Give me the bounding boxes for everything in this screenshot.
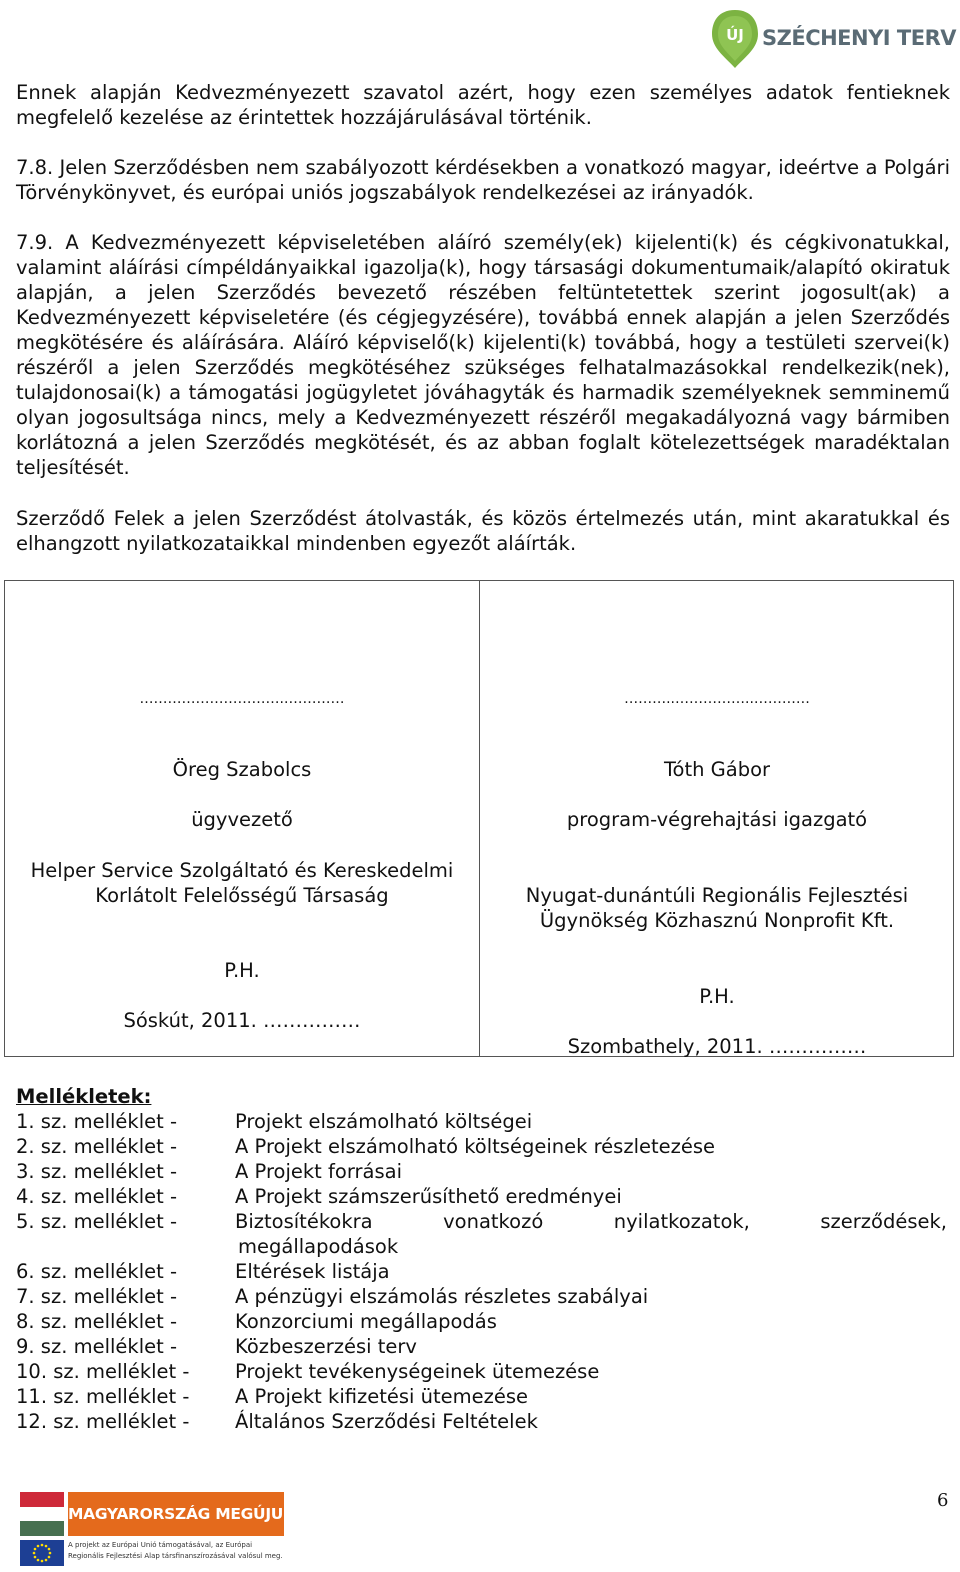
footer-banner-text: MAGYARORSZÁG MEGÚJUL bbox=[68, 1492, 284, 1536]
signatory-role-left: ügyvezető bbox=[191, 808, 293, 831]
eu-funding-line1: A projekt az Európai Unió támogatásával, az Európai bbox=[68, 1541, 253, 1549]
szechenyi-leaf-icon bbox=[708, 6, 762, 76]
signatory-org-left-line2: Korlátolt Felelősségű Társaság bbox=[95, 884, 389, 907]
signature-line-left: …………………………..………… bbox=[139, 691, 345, 707]
paragraph-closing: Szerződő Felek a jelen Szerződést átolvasták, és közös értelmezés után, mint akaratukkal és elhangzott nyilatkozataikkal mindenben egyezőt aláírták. bbox=[16, 507, 950, 555]
place-date-left: Sóskút, 2011. …………… bbox=[123, 1009, 361, 1032]
attachment-description: Eltérések listája bbox=[235, 1260, 390, 1283]
attachment-number: 11. sz. melléklet - bbox=[16, 1385, 190, 1408]
attachment-description: Biztosítékokra vonatkozó nyilatkozatok, szerződések, bbox=[235, 1210, 947, 1233]
stamp-placeholder-right: P.H. bbox=[699, 985, 735, 1008]
hungarian-flag-icon bbox=[20, 1492, 64, 1536]
attachment-description: Projekt elszámolható költségei bbox=[235, 1110, 533, 1133]
signature-table bbox=[4, 580, 954, 1057]
attachment-number: 8. sz. melléklet - bbox=[16, 1310, 178, 1333]
stamp-placeholder-left: P.H. bbox=[224, 959, 260, 982]
logo-badge-text: ÚJ bbox=[726, 26, 744, 44]
attachment-description: A Projekt forrásai bbox=[235, 1160, 402, 1183]
signatory-org-right-line1: Nyugat-dunántúli Regionális Fejlesztési bbox=[525, 884, 909, 907]
attachment-number: 6. sz. melléklet - bbox=[16, 1260, 178, 1283]
attachment-number: 3. sz. melléklet - bbox=[16, 1160, 178, 1183]
attachment-number: 4. sz. melléklet - bbox=[16, 1185, 178, 1208]
paragraph-7-8: 7.8. Jelen Szerződésben nem szabályozott kérdésekben a vonatkozó magyar, ideértve a Polgári Törvénykönyvet, és európai uniós jogszabályok rendelkezései az irányadók. bbox=[16, 156, 950, 204]
signatory-name-left: Öreg Szabolcs bbox=[172, 758, 312, 781]
signatory-name-right: Tóth Gábor bbox=[663, 758, 771, 781]
signatory-org-left-line1: Helper Service Szolgáltató és Kereskedelmi bbox=[30, 859, 454, 882]
paragraph-data-handling: Ennek alapján Kedvezményezett szavatol azért, hogy ezen személyes adatok fentieknek megfelelő kezelése az érintettek hozzájárulásával történik. bbox=[16, 81, 950, 129]
eu-funding-line2: Regionális Fejlesztési Alap társfinanszírozásával valósul meg. bbox=[68, 1552, 283, 1560]
eu-flag-icon bbox=[20, 1540, 64, 1566]
signatory-org-right-line2: Ügynökség Közhasznú Nonprofit Kft. bbox=[539, 909, 895, 932]
attachment-number: 10. sz. melléklet - bbox=[16, 1360, 190, 1383]
attachments-title: Mellékletek: bbox=[16, 1085, 152, 1108]
signature-line-right: ………..……………..………… bbox=[624, 691, 810, 707]
attachment-description: Projekt tevékenységeinek ütemezése bbox=[235, 1360, 600, 1383]
place-date-right: Szombathely, 2011. …………… bbox=[567, 1035, 867, 1058]
attachment-number: 2. sz. melléklet - bbox=[16, 1135, 178, 1158]
magyarorszag-megujul-logo bbox=[16, 1488, 293, 1568]
szechenyi-terv-logo bbox=[708, 6, 957, 76]
signatory-role-right: program-végrehajtási igazgató bbox=[566, 808, 868, 831]
attachment-description: A Projekt számszerűsíthető eredményei bbox=[235, 1185, 622, 1208]
attachment-number: 5. sz. melléklet - bbox=[16, 1210, 178, 1233]
attachment-number: 7. sz. melléklet - bbox=[16, 1285, 178, 1308]
attachment-description: A Projekt kifizetési ütemezése bbox=[235, 1385, 529, 1408]
attachment-number: 12. sz. melléklet - bbox=[16, 1410, 190, 1433]
signature-table-divider bbox=[479, 581, 480, 1056]
attachment-description: Konzorciumi megállapodás bbox=[235, 1310, 497, 1333]
attachment-description: Általános Szerződési Feltételek bbox=[235, 1410, 538, 1433]
attachment-description-continued: megállapodások bbox=[238, 1235, 399, 1258]
attachment-description: A pénzügyi elszámolás részletes szabályai bbox=[235, 1285, 649, 1308]
page-number: 6 bbox=[937, 1490, 949, 1511]
attachment-number: 9. sz. melléklet - bbox=[16, 1335, 178, 1358]
logo-brand-text: SZÉCHENYI TERV bbox=[762, 26, 957, 50]
attachment-description: A Projekt elszámolható költségeinek részletezése bbox=[235, 1135, 716, 1158]
attachment-description: Közbeszerzési terv bbox=[235, 1335, 417, 1358]
attachment-number: 1. sz. melléklet - bbox=[16, 1110, 178, 1133]
eu-funding-notice bbox=[68, 1540, 288, 1562]
paragraph-7-9: 7.9. A Kedvezményezett képviseletében aláíró személy(ek) kijelenti(k) és cégkivonatukkal, valamint aláírási címpéldányaikkal igazolja(k), hogy társasági dokumentumaik/alapító okiratuk alapján, a jelen Szerződés bevezető részében feltüntetettek szerint jogosult(ak) a Kedvezményezett képviseletére (és cégjegyzésére), továbbá ennek alapján a jelen Szerződés megkötésére és aláírására. Aláíró képviselő(k) kijelenti(k) továbbá, hogy a testületi szervei(k) részéről a jelen Szerződés megkötéséhez szükséges felhatalmazásokkal rendelkezik(nek), tulajdonosai(k) a támogatási jogügyletet jóváhagyták és harmadik személyeknek semminemű olyan jogosultsága nincs, mely a Kedvezményezett részéről megakadályozná vagy bármiben korlátozná a jelen Szerződés megkötését, és az abban foglalt kötelezettségek maradéktalan teljesítését. bbox=[16, 231, 950, 479]
